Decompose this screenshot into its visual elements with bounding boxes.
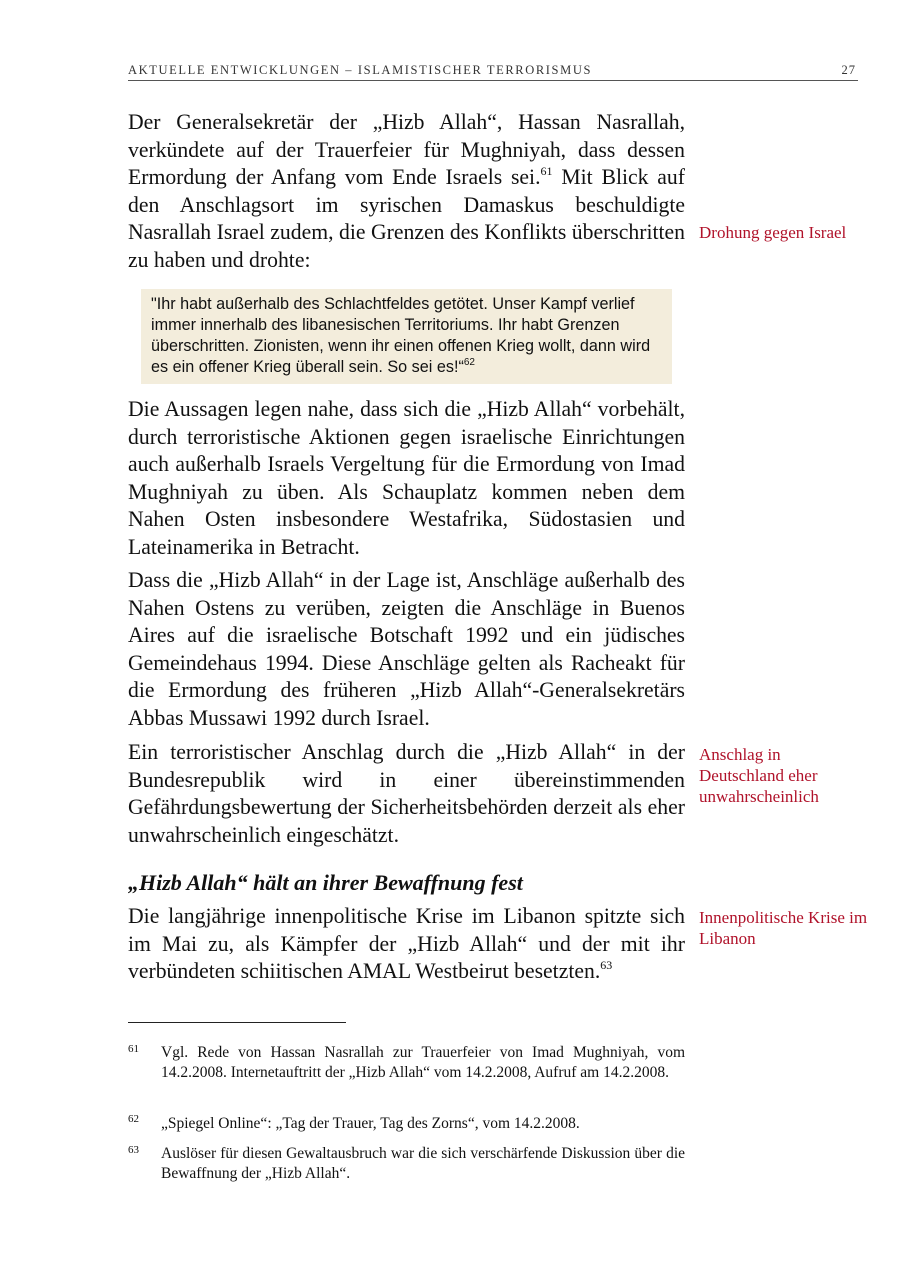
footnote-number-61: 61	[128, 1043, 139, 1055]
quote-text: "Ihr habt außerhalb des Schlachtfeldes getötet. Unser Kampf verlief immer innerhalb des libanesischen Territoriums. Ihr habt Grenzen überschritten. Zionisten, wenn ihr einen offenen Krieg wollt, dann wird es ein offener Krieg überall sein. So sei es!“	[151, 295, 651, 376]
footnote-ref-62[interactable]: 62	[463, 357, 475, 368]
footnote-61: Vgl. Rede von Hassan Nasrallah zur Trauerfeier von Imad Mughniyah, vom 14.2.2008. Internetauftritt der „Hizb Allah“ vom 14.2.2008, Aufruf am 14.2.2008.	[161, 1044, 685, 1081]
footnote-divider	[128, 1022, 346, 1023]
running-title: AKTUELLE ENTWICKLUNGEN – ISLAMISTISCHER TERRORISMUS	[128, 63, 592, 77]
footnote-ref-61[interactable]: 61	[540, 164, 553, 178]
paragraph-text: Die langjährige innenpolitische Krise im Libanon spitzte sich im Mai zu, als Kämpfer der „Hizb Allah“ und der mit ihr verbündeten schiitischen AMAL Westbeirut besetzten.	[128, 904, 685, 983]
page-number: 27	[841, 63, 856, 77]
footnote-number-63: 63	[128, 1144, 139, 1156]
footnote-number-62: 62	[128, 1113, 139, 1125]
footnote-63: Auslöser für diesen Gewaltausbruch war die sich verschärfende Diskussion über die Bewaffnung der „Hizb Allah“.	[161, 1145, 685, 1182]
margin-note-lebanon: Innenpolitische Krise im Libanon	[699, 908, 868, 948]
running-header	[128, 62, 858, 81]
paragraph-nasrallah-speech	[128, 109, 685, 274]
section-subheading: „Hizb Allah“ hält an ihrer Bewaffnung fest	[128, 870, 523, 895]
footnote-62: „Spiegel Online“: „Tag der Trauer, Tag des Zorns“, vom 14.2.2008.	[161, 1115, 580, 1132]
paragraph-lebanon-crisis	[128, 903, 685, 986]
margin-note-threat: Drohung gegen Israel	[699, 223, 847, 242]
paragraph-germany-risk: Ein terroristischer Anschlag durch die „Hizb Allah“ in der Bundesrepublik wird in einer übereinstimmenden Gefährdungsbewertung der Sicherheitsbehörden derzeit als eher unwahrscheinlich eingeschätzt.	[128, 740, 685, 847]
quote-box	[141, 289, 672, 384]
paragraph-buenos-aires: Dass die „Hizb Allah“ in der Lage ist, Anschläge außerhalb des Nahen Ostens zu verüben, zeigten die Anschläge in Buenos Aires auf die israelische Botschaft 1992 und ein jüdisches Gemeindehaus 1994. Diese Anschläge gelten als Racheakt für die Ermordung des früheren „Hizb Allah“-Generalsekretärs Abbas Mussawi 1992 durch Israel.	[128, 568, 685, 730]
margin-note-germany: Anschlag in Deutschland eher unwahrscheinlich	[699, 745, 819, 806]
paragraph-statements: Die Aussagen legen nahe, dass sich die „Hizb Allah“ vorbehält, durch terroristische Aktionen gegen israelische Einrichtungen auch außerhalb Israels Vergeltung für die Ermordung von Imad Mughniyah zu üben. Als Schauplatz kommen neben dem Nahen Osten insbesondere Westafrika, Südostasien und Lateinamerika in Betracht.	[128, 397, 685, 559]
paragraph-text: Der Generalsekretär der „Hizb Allah“, Hassan Nasrallah, verkündete auf der Trauerfeier für Mughniyah, dass dessen Ermordung der Anfang vom Ende Israels sei.	[128, 110, 685, 189]
paragraph-text: Mit Blick auf den Anschlagsort im syrischen Damaskus beschuldigte Nasrallah Israel zudem, die Grenzen des Konflikts überschritten zu haben und drohte:	[128, 165, 685, 272]
footnote-ref-63[interactable]: 63	[600, 958, 613, 972]
